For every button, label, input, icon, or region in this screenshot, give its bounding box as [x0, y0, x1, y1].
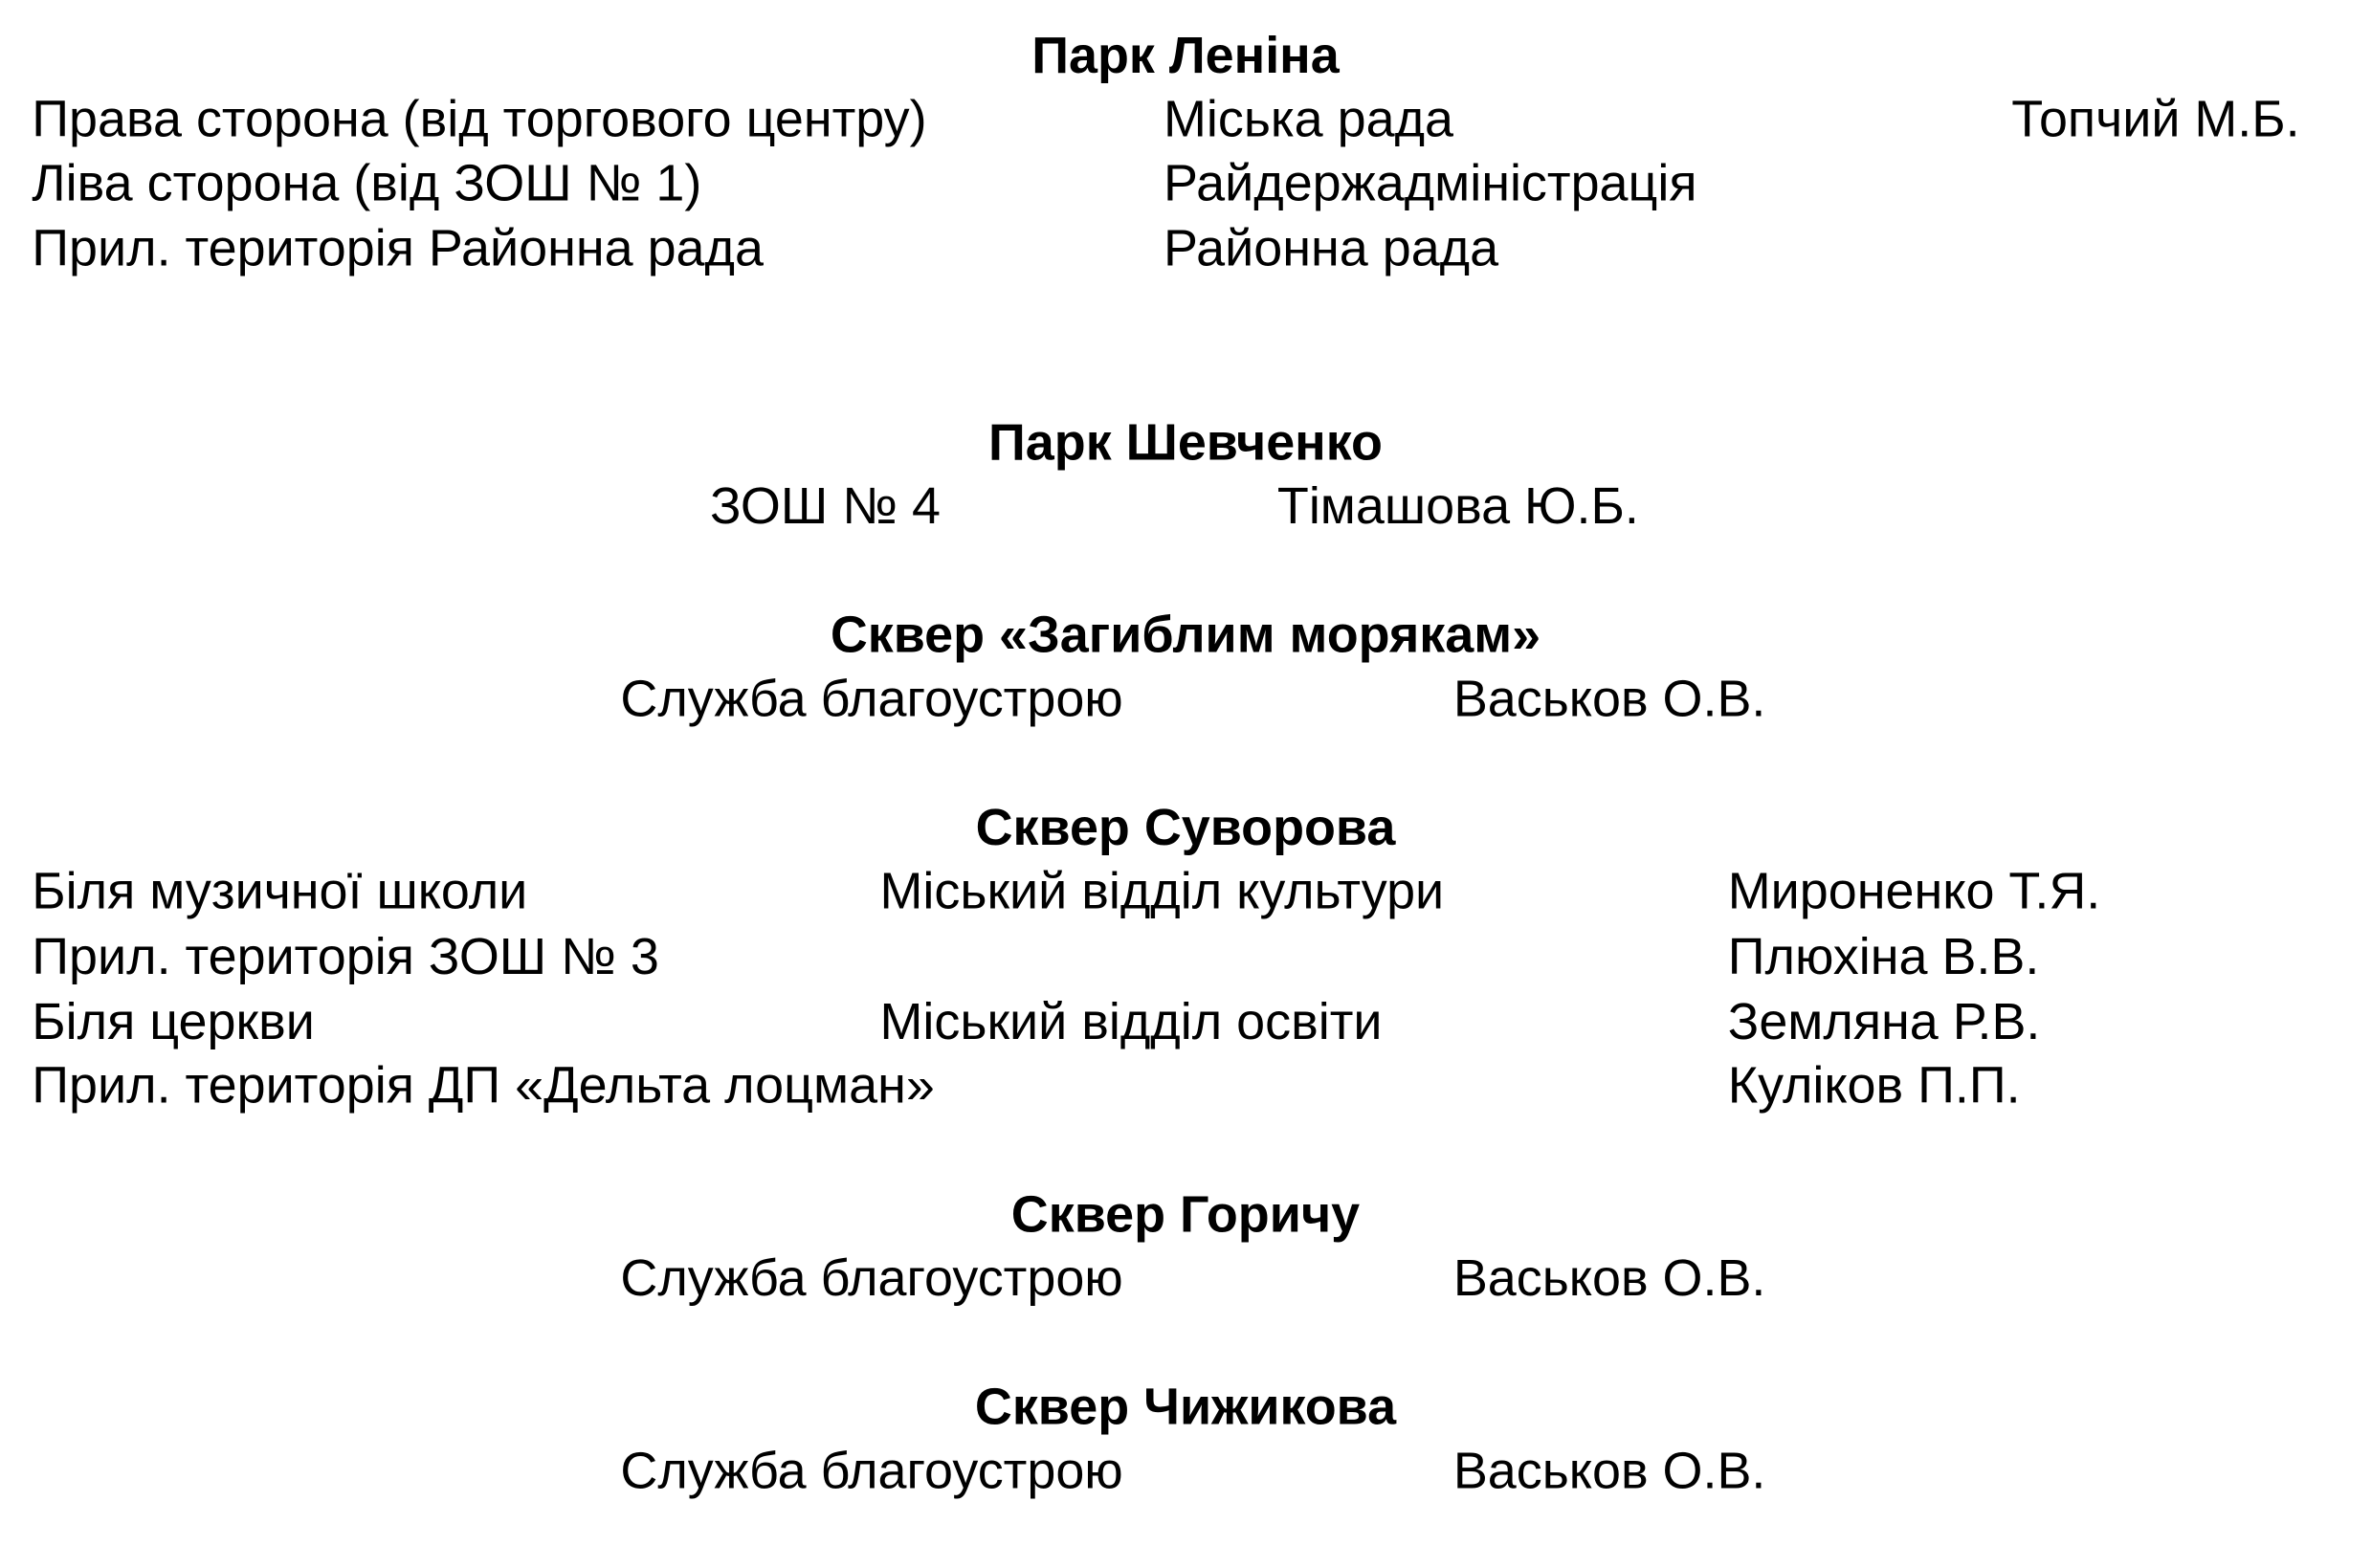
place-text: Ліва сторона (від ЗОШ № 1) — [32, 154, 702, 212]
person-text: Васьков О.В. — [1452, 1442, 1766, 1500]
place-text: Біля церкви — [32, 993, 315, 1051]
organization-text: Служба благоустрою — [620, 1442, 1123, 1500]
organization-text: Служба благоустрою — [620, 670, 1123, 728]
person-text: Васьков О.В. — [1452, 670, 1766, 728]
place-text: Прил. територія ДП «Дельта лоцман» — [32, 1057, 935, 1115]
place-text: Біля музичної школи — [32, 863, 528, 921]
organization-text: Міський відділ культури — [879, 863, 1445, 921]
section-heading: Парк Шевченко — [988, 413, 1383, 473]
person-text: Топчий М.Б. — [2011, 91, 2300, 149]
organization-text: Міський відділ освіти — [879, 993, 1383, 1051]
organization-text: Районна рада — [1164, 219, 1499, 278]
organization-text: Міська рада — [1164, 91, 1454, 149]
section-heading: Парк Леніна — [1031, 27, 1340, 85]
section-heading: Сквер Суворова — [975, 799, 1396, 857]
organization-text: ЗОШ № 4 — [709, 477, 942, 536]
person-text: Земляна Р.В. — [1727, 993, 2041, 1051]
person-text: Тімашова Ю.Б. — [1276, 477, 1639, 536]
section-heading: Сквер Горичу — [1010, 1185, 1361, 1245]
place-text: Прил. територія Районна рада — [32, 219, 764, 278]
place-text: Права сторона (від торгового центру) — [32, 91, 927, 149]
person-text: Мироненко Т.Я. — [1727, 863, 2101, 921]
person-text: Плюхіна В.В. — [1727, 928, 2040, 986]
person-text: Куліков П.П. — [1727, 1057, 2021, 1115]
section-heading: Сквер Чижикова — [974, 1379, 1397, 1437]
organization-text: Райдержадміністрація — [1164, 154, 1697, 212]
section-heading: Сквер «Загиблим морякам» — [830, 607, 1541, 665]
place-text: Прил. територія ЗОШ № 3 — [32, 928, 659, 986]
person-text: Васьков О.В. — [1452, 1249, 1766, 1308]
organization-text: Служба благоустрою — [620, 1249, 1123, 1308]
